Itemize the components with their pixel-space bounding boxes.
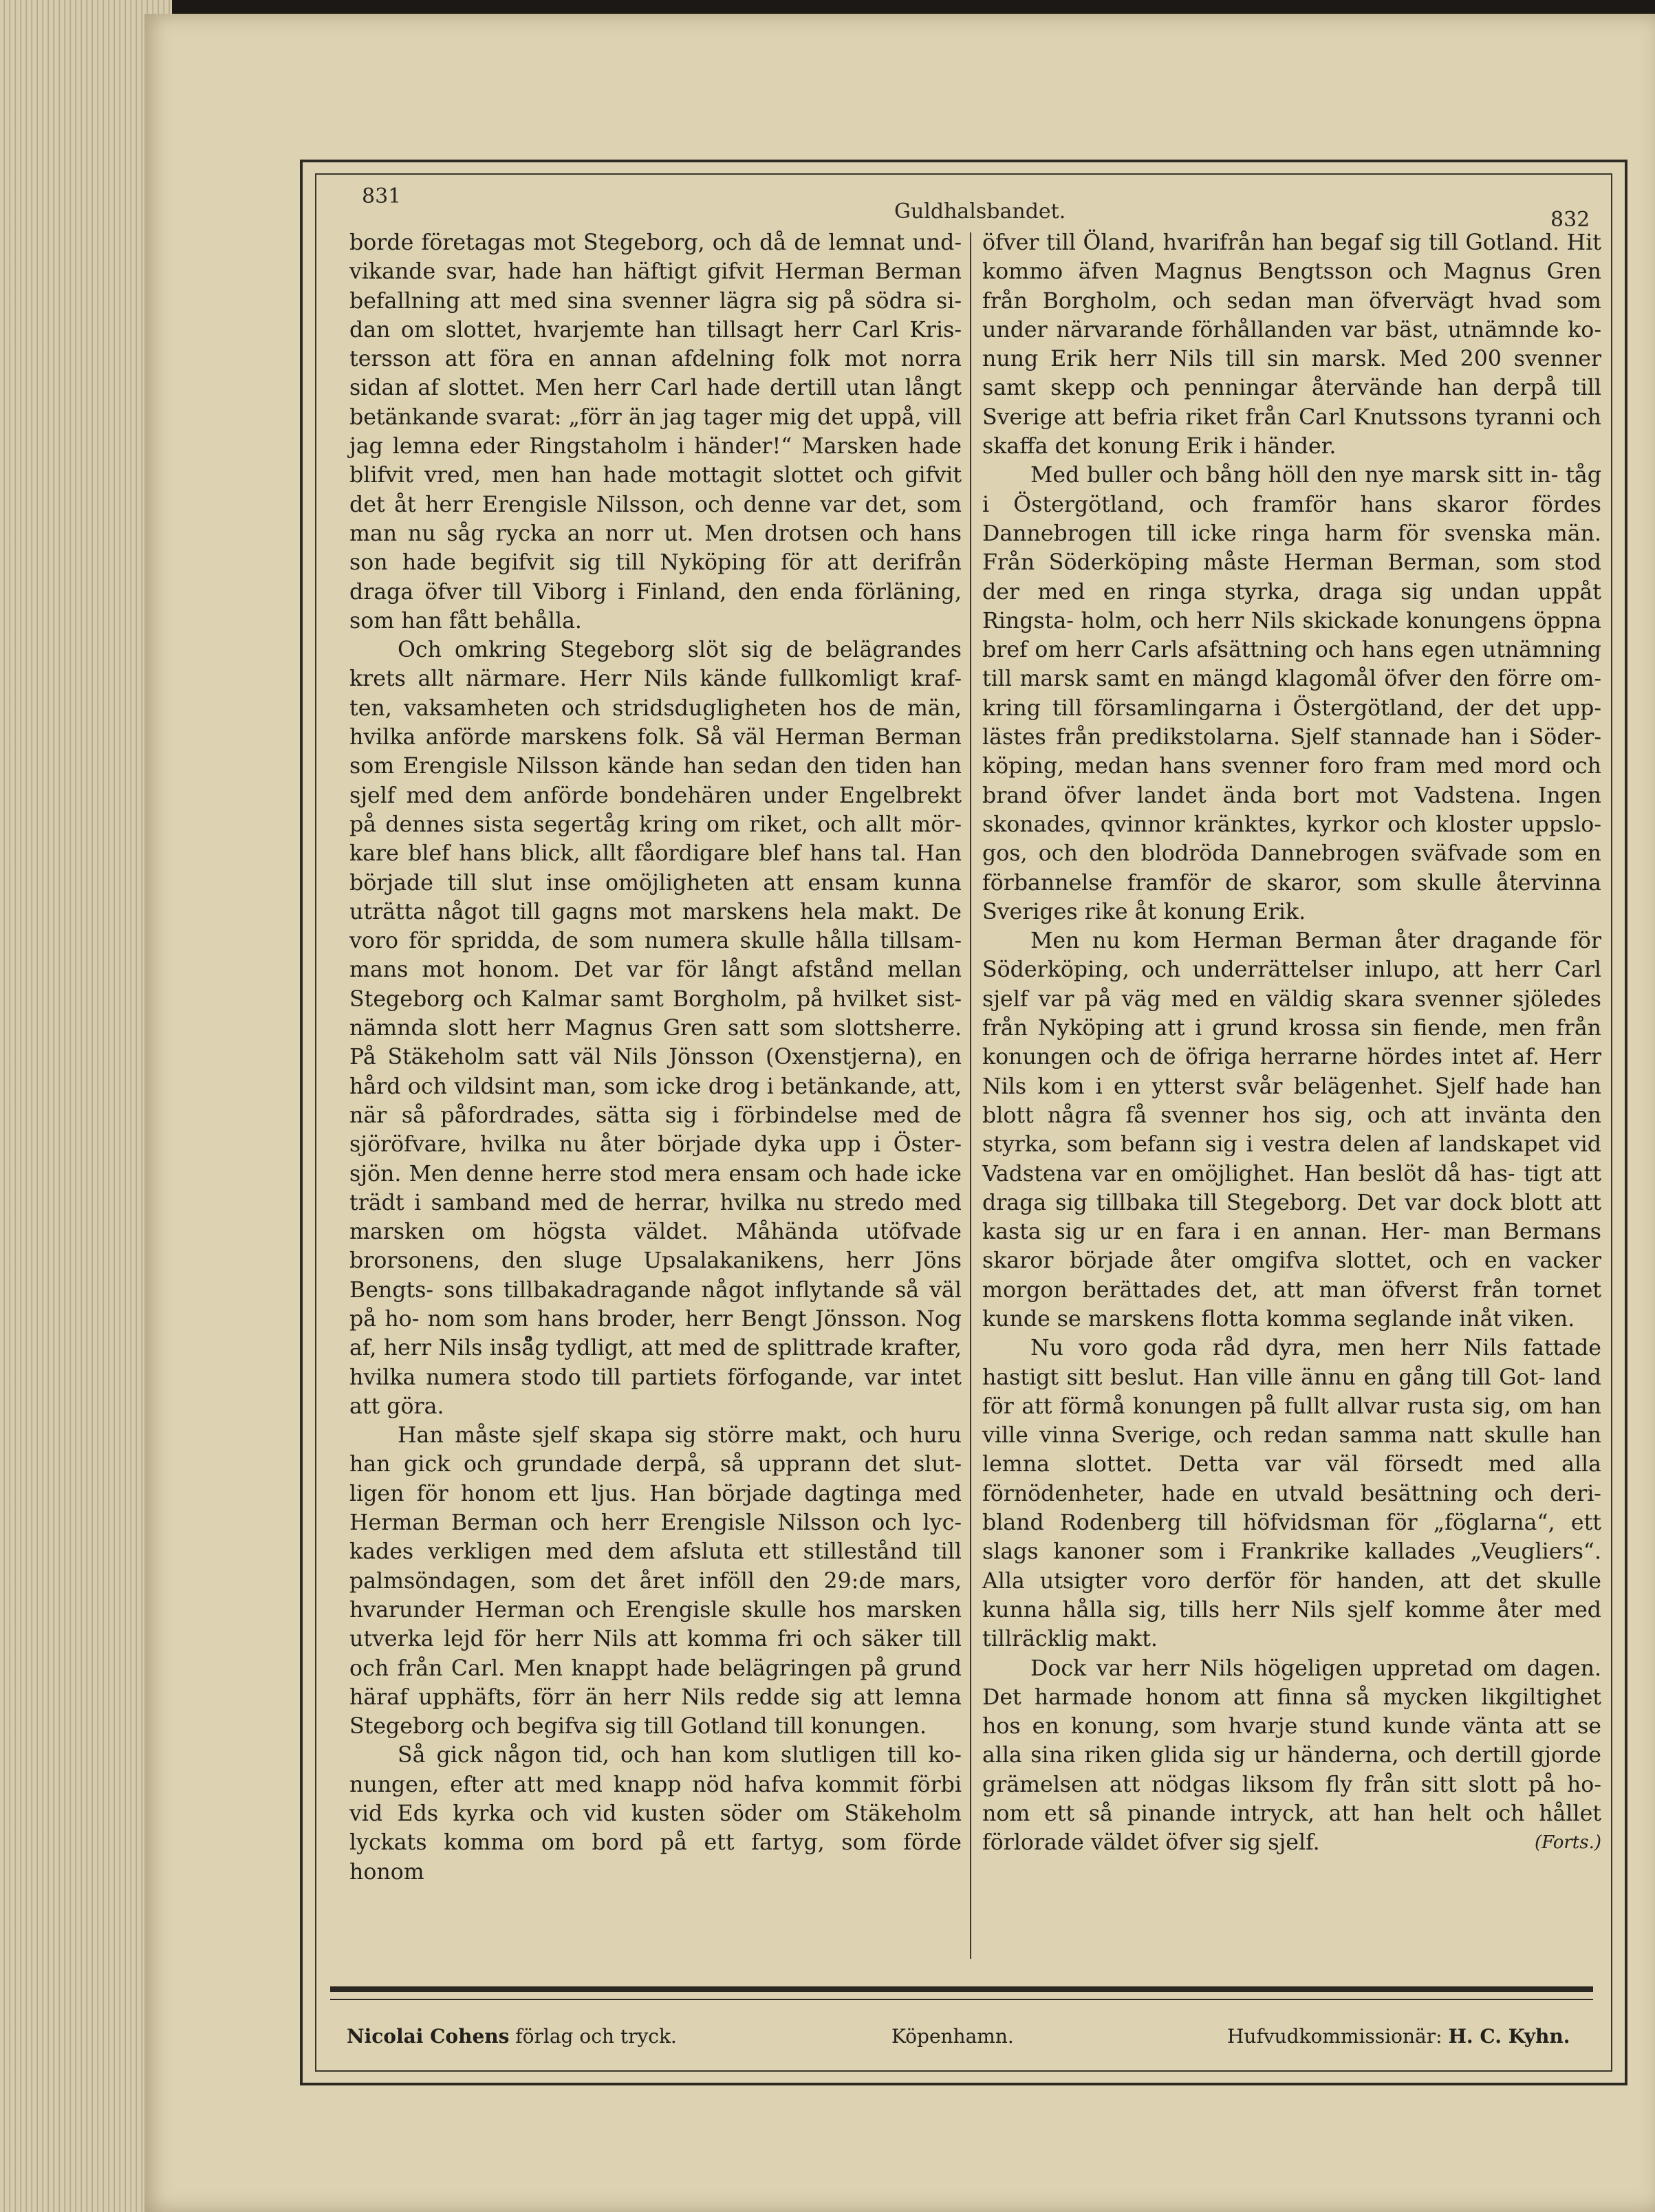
publisher-rest: förlag och tryck.: [509, 2025, 677, 2048]
page-number-left: 831: [362, 184, 402, 208]
paragraph-text: Dock var herr Nils högeligen uppretad om dagen. Det harmade honom att finna så mycken likgiltighet hos en konung, som hvarje stund kunde vänta att se alla sina riken glida sig ur händerna, och dertill gjorde grämelsen att nödgas liksom fly från sitt slott på ho- nom ett så pinande intryck, att han helt och hållet förlorade väldet öfver sig sjelf.: [982, 1656, 1601, 1856]
agent-label: Hufvudkommissionär:: [1227, 2025, 1449, 2048]
right-column: [982, 228, 1601, 1858]
footer-city: Köpenhamn.: [891, 2025, 1014, 2048]
footer-rule-bottom: [300, 2083, 1627, 2085]
paragraph: Och omkring Stegeborg slöt sig de belägrandes krets allt närmare. Herr Nils kände fullkomligt kraf- ten, vaksamheten och stridsdugligheten hos de män, hvilka anförde marskens folk. Så väl Herman Berman som Erengisle Nilsson kände han sedan den tiden han sjelf med dem anförde bondehären under Engelbrekt på dennes sista segertåg kring om riket, och allt mör- kare blef hans blick, allt fåordigare blef hans tal. Han började till slut inse omöjligheten att ensam kunna uträtta något till gagns mot marskens hela makt. De voro för spridda, de som numera skulle hålla tillsam- mans mot honom. Det var för långt afstånd mellan Stegeborg och Kalmar samt Borgholm, på hvilket sist- nämnda slott herr Magnus Gren satt som slottsherre. På Stäkeholm satt väl Nils Jönsson (Oxenstjerna), en hård och vildsint man, som icke drog i betänkande, att, när så påfordrades, sätta sig i förbindelse med de sjöröfvare, hvilka nu åter började dyka upp i Öster- sjön. Men denne herre stod mera ensam och hade icke trädt i samband med de herrar, hvilka nu stredo med marsken om högsta väldet. Måhända utöfvade brorsonens, den sluge Upsalakanikens, herr Jöns Bengts- sons tillbakadragande något inflytande så väl på ho- nom som hans broder, herr Bengt Jönsson. Nog af, herr Nils inså̊g tydligt, att med de splittrade krafter, hvilka numera stodo till partiets förfogande, var intet att göra.: [349, 638, 962, 1419]
paragraph: borde företagas mot Stegeborg, och då de lemnat und- vikande svar, hade han häftigt gifvit Herman Berman befallning att med sina svenner lägra sig på södra si- dan om slottet, hvarjemte han tillsagt herr Carl Kris- tersson att föra en annan afdelning folk mot norra sidan af slottet. Men herr Carl hade dertill utan långt betänkande svarat: „förr än jag tager mig det uppå, vill jag lemna eder Ringstaholm i händer!“ Marsken hade blifvit vred, men han hade mottagit slottet och gifvit det åt herr Erengisle Nilsson, och denne var det, som man nu såg rycka an norr ut. Men drotsen och hans son hade begifvit sig till Nyköping för att derifrån draga öfver till Viborg i Finland, den enda förläning, som han fått behålla.: [349, 230, 962, 633]
footer-rule-thick: [330, 1986, 1593, 1992]
paragraph: Nu voro goda råd dyra, men herr Nils fattade hastigt sitt beslut. Han ville ännu en gång till Got- land för att förmå konungen på fullt allvar rusta sig, om han ville vinna Sverige, och redan samma natt skulle han lemna slottet. Detta var väl försedt med alla förnödenheter, hade en utvald besättning och deri- bland Rodenberg till höfvidsman för „föglarna“, ett slags kanoner som i Frankrike kallades „Veugliers“. Alla utsigter voro derför för handen, att det skulle kunna hålla sig, tills herr Nils sjelf komme åter med tillräcklig makt.: [982, 1336, 1601, 1652]
left-column: [349, 228, 962, 1887]
paragraph: Han måste sjelf skapa sig större makt, och huru han gick och grundade derpå, så upprann det slut- ligen för honom ett ljus. Han började dagtinga med Herman Berman och herr Erengisle Nilsson och lyc- kades verkligen med dem afsluta ett stillestånd till palmsöndagen, som det året inföll den 29:de mars, hvarunder Herman och Erengisle skulle hos marsken utverka lejd för herr Nils att komma fri och säker till och från Carl. Men knappt hade belägringen på grund häraf upphäfts, förr än herr Nils redde sig att lemna Stegeborg och begifva sig till Gotland till konungen.: [349, 1423, 962, 1739]
paragraph: öfver till Öland, hvarifrån han begaf sig till Gotland. Hit kommo äfven Magnus Bengtsson och Magnus Gren från Borgholm, och sedan man öfvervägt hvad som under närvarande förhållanden var bäst, utnämnde ko- nung Erik herr Nils till sin marsk. Med 200 svenner samt skepp och penningar återvände han derpå till Sverige att befria riket från Carl Knutssons tyranni och skaffa det konung Erik i händer.: [982, 230, 1601, 459]
paragraph: [982, 1654, 1601, 1858]
publisher-name: Nicolai Cohens: [347, 2025, 510, 2048]
footer-rule-thin: [330, 1999, 1593, 2000]
paragraph: Men nu kom Herman Berman åter dragande för Söderköping, och underrättelser inlupo, att herr Carl sjelf var på väg med en väldig skara svenner sjöledes från Nyköping att i grund krossa sin fiende, men från konungen och de öfriga herrarne hördes intet af. Herr Nils kom i en ytterst svår belägenhet. Sjelf hade han blott några få svenner hos sig, och att invänta den styrka, som befann sig i vestra delen af landskapet vid Vadstena var en omöjlighet. Han beslöt då has- tigt att draga sig tillbaka till Stegeborg. Det var dock blott att kasta sig ur en fara i en annan. Her- man Bermans skaror började åter omgifva slottet, och en vacker morgon berättades det, att man öfverst från tornet kunde se marskens flotta komma seglande inåt viken.: [982, 929, 1601, 1332]
paragraph: Så gick någon tid, och han kom slutligen till ko- nungen, efter att med knapp nöd hafva kommit förbi vid Eds kyrka och vid kusten söder om Stäkeholm lyckats komma om bord på ett fartyg, som förde honom: [349, 1743, 962, 1885]
paragraph: Med buller och bång höll den nye marsk sitt in- tåg i Östergötland, och framför hans skaror fördes Dannebrogen till icke ringa harm för svenska män. Från Söderköping måste Herman Berman, som stod der med en ringa styrka, draga sig undan uppåt Ringsta- holm, och herr Nils skickade konungens öppna bref om herr Carls afsättning och hans egen utnämning till marsk samt en mängd klagomål öfver den förre om- kring till församlingarna i Östergötland, der det upp- lästes från predikstolarna. Sjelf stannade han i Söder- köping, medan hans svenner foro fram med mord och brand öfver landet ända bort mot Vadstena. Ingen skonades, qvinnor kränktes, kyrkor och kloster uppslo- gos, och den blodröda Dannebrogen sväfvade som en förbannelse framför de skaror, som skulle återvinna Sveriges rike åt konung Erik.: [982, 463, 1601, 924]
page-number-right: 832: [1550, 208, 1590, 232]
running-title: Guldhalsbandet.: [894, 199, 1066, 224]
column-divider: [970, 232, 971, 1959]
agent-name: H. C. Kyhn.: [1448, 2025, 1570, 2048]
footer-publisher: [347, 2025, 677, 2048]
continued-note: (Forts.): [1534, 1832, 1601, 1854]
footer-agent: [1227, 2025, 1570, 2048]
